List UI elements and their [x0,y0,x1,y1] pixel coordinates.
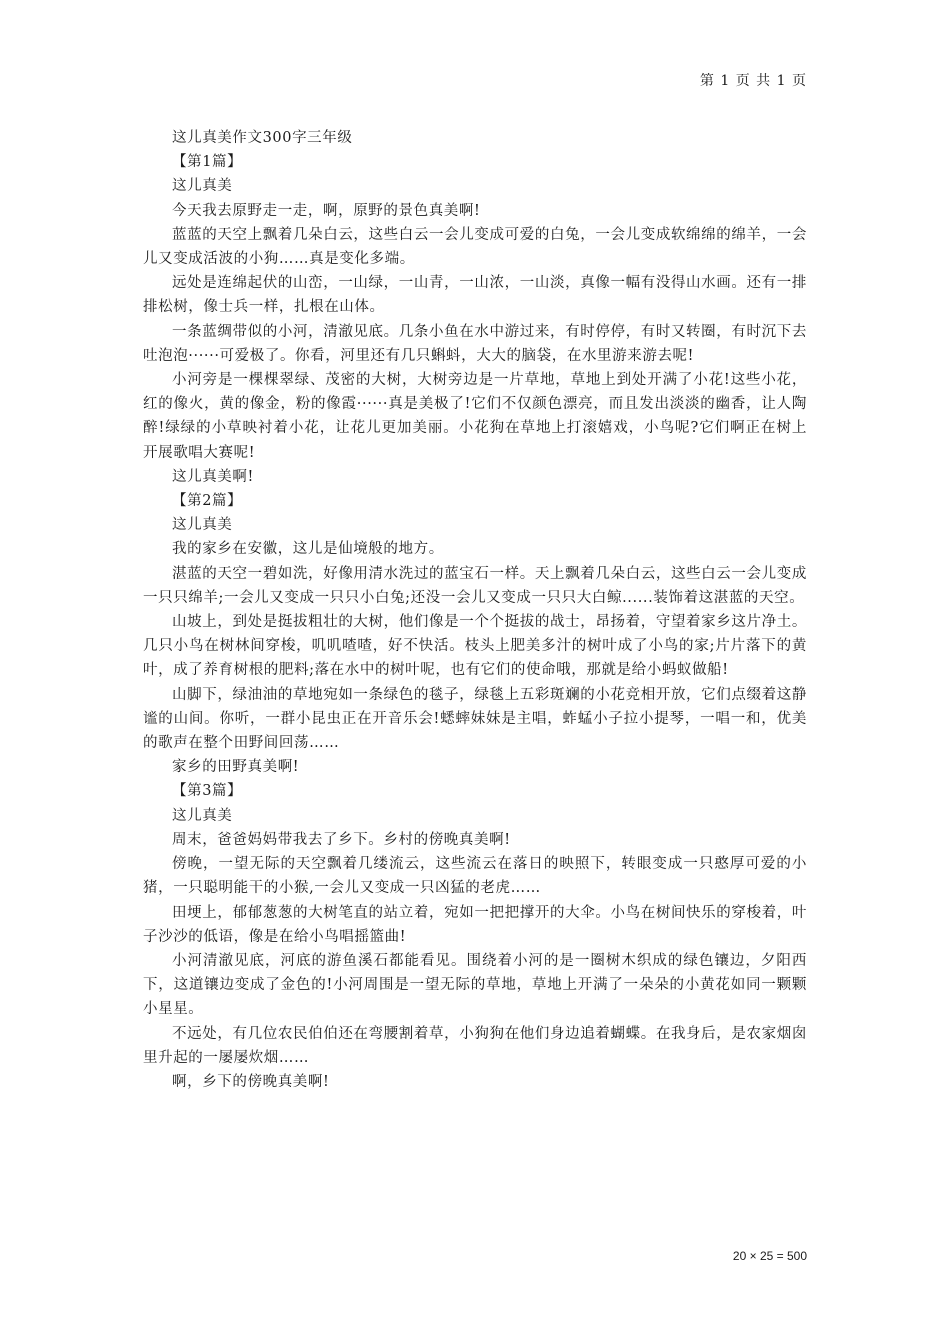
paragraph: 傍晚，一望无际的天空飘着几缕流云，这些流云在落日的映照下，转眼变成一只憨厚可爱的小猪，一只聪明能干的小猴,一会儿又变成一只凶猛的老虎…… [143,856,807,897]
paragraph: 蓝蓝的天空上飘着几朵白云，这些白云一会儿变成可爱的白兔，一会儿变成软绵绵的绵羊，一会儿又变成活波的小狗……真是变化多端。 [143,226,807,268]
paragraph: 一条蓝绸带似的小河，清澈见底。几条小鱼在水中游过来，有时停停，有时又转圈，有时沉下去吐泡泡······可爱极了。你看，河里还有几只蝌蚪，大大的脑袋，在水里游来游去呢! [143,323,807,364]
page-indicator: 第 1 页 共 1 页 [699,73,807,89]
grid-count: 20 × 25 = 500 [732,1249,807,1263]
paragraph: 今天我去原野走一走，啊，原野的景色真美啊! [172,202,481,219]
paragraph: 小河旁是一棵棵翠绿、茂密的大树，大树旁边是一片草地，草地上到处开满了小花!这些小花，红的像火，黄的像金，粉的像霞······真是美极了!它们不仅颜色漂亮，而且发出淡淡的幽香，让人陶醉!绿绿的小草映衬着小花，让花儿更加美丽。小花狗在草地上打滚嬉戏，小鸟呢?它们啊正在树上开展歌唱大赛呢! [143,372,807,461]
paragraph: 不远处，有几位农民伯伯还在弯腰割着草，小狗狗在他们身边追着蝴蝶。在我身后，是农家烟囱里升起的一屡屡炊烟…… [143,1025,807,1066]
paragraph: 周末，爸爸妈妈带我去了乡下。乡村的傍晚真美啊! [172,831,511,848]
paragraph: 这儿真美啊! [172,468,254,485]
essay-title-3: 这儿真美 [172,807,233,824]
essay-title-2: 这儿真美 [172,517,233,534]
section-heading-3: 【第3篇】 [172,783,243,800]
section-heading-2: 【第2篇】 [172,493,243,510]
paragraph: 田埂上，郁郁葱葱的大树笔直的站立着，宛如一把把撑开的大伞。小鸟在树间快乐的穿梭着，叶子沙沙的低语，像是在给小鸟唱摇篮曲! [143,904,807,945]
paragraph: 山坡上，到处是挺拔粗壮的大树，他们像是一个个挺拔的战士，昂扬着，守望着家乡这片净土。几只小鸟在树林间穿梭，叽叽喳喳，好不快活。枝头上肥美多汁的树叶成了小鸟的家;片片落下的黄叶，成了养育树根的肥料;落在水中的树叶呢，也有它们的使命哦，那就是给小蚂蚁做船! [143,614,807,679]
section-heading-1: 【第1篇】 [172,154,243,171]
paragraph: 远处是连绵起伏的山峦，一山绿，一山青，一山浓，一山淡，真像一幅有没得山水画。还有一排排松树，像士兵一样，扎根在山体。 [143,275,807,316]
document-title: 这儿真美作文300字三年级 [172,130,353,146]
paragraph: 小河清澈见底，河底的游鱼溪石都能看见。围绕着小河的是一圈树木织成的绿色镶边，夕阳西下，这道镶边变成了金色的!小河周围是一望无际的草地，草地上开满了一朵朵的小黄花如同一颗颗小星星。 [143,952,807,1018]
paragraph: 啊，乡下的傍晚真美啊! [172,1073,330,1090]
essay-title-1: 这儿真美 [172,178,233,195]
paragraph: 湛蓝的天空一碧如洗，好像用清水洗过的蓝宝石一样。天上飘着几朵白云，这些白云一会儿变成一只只绵羊;一会儿又变成一只只小白兔;还没一会儿又变成一只只大白鲸......装饰着这湛蓝的天空。 [143,565,807,606]
paragraph: 家乡的田野真美啊! [172,759,300,776]
paragraph: 我的家乡在安徽，这儿是仙境般的地方。 [172,541,444,558]
paragraph: 山脚下，绿油油的草地宛如一条绿色的毯子，绿毯上五彩斑斓的小花竞相开放，它们点缀着这静谧的山间。你听，一群小昆虫正在开音乐会!蟋蟀妹妹是主唱，蚱蜢小子拉小提琴，一唱一和，优美的歌声在整个田野间回荡…… [143,686,807,752]
document-body [143,126,807,1094]
